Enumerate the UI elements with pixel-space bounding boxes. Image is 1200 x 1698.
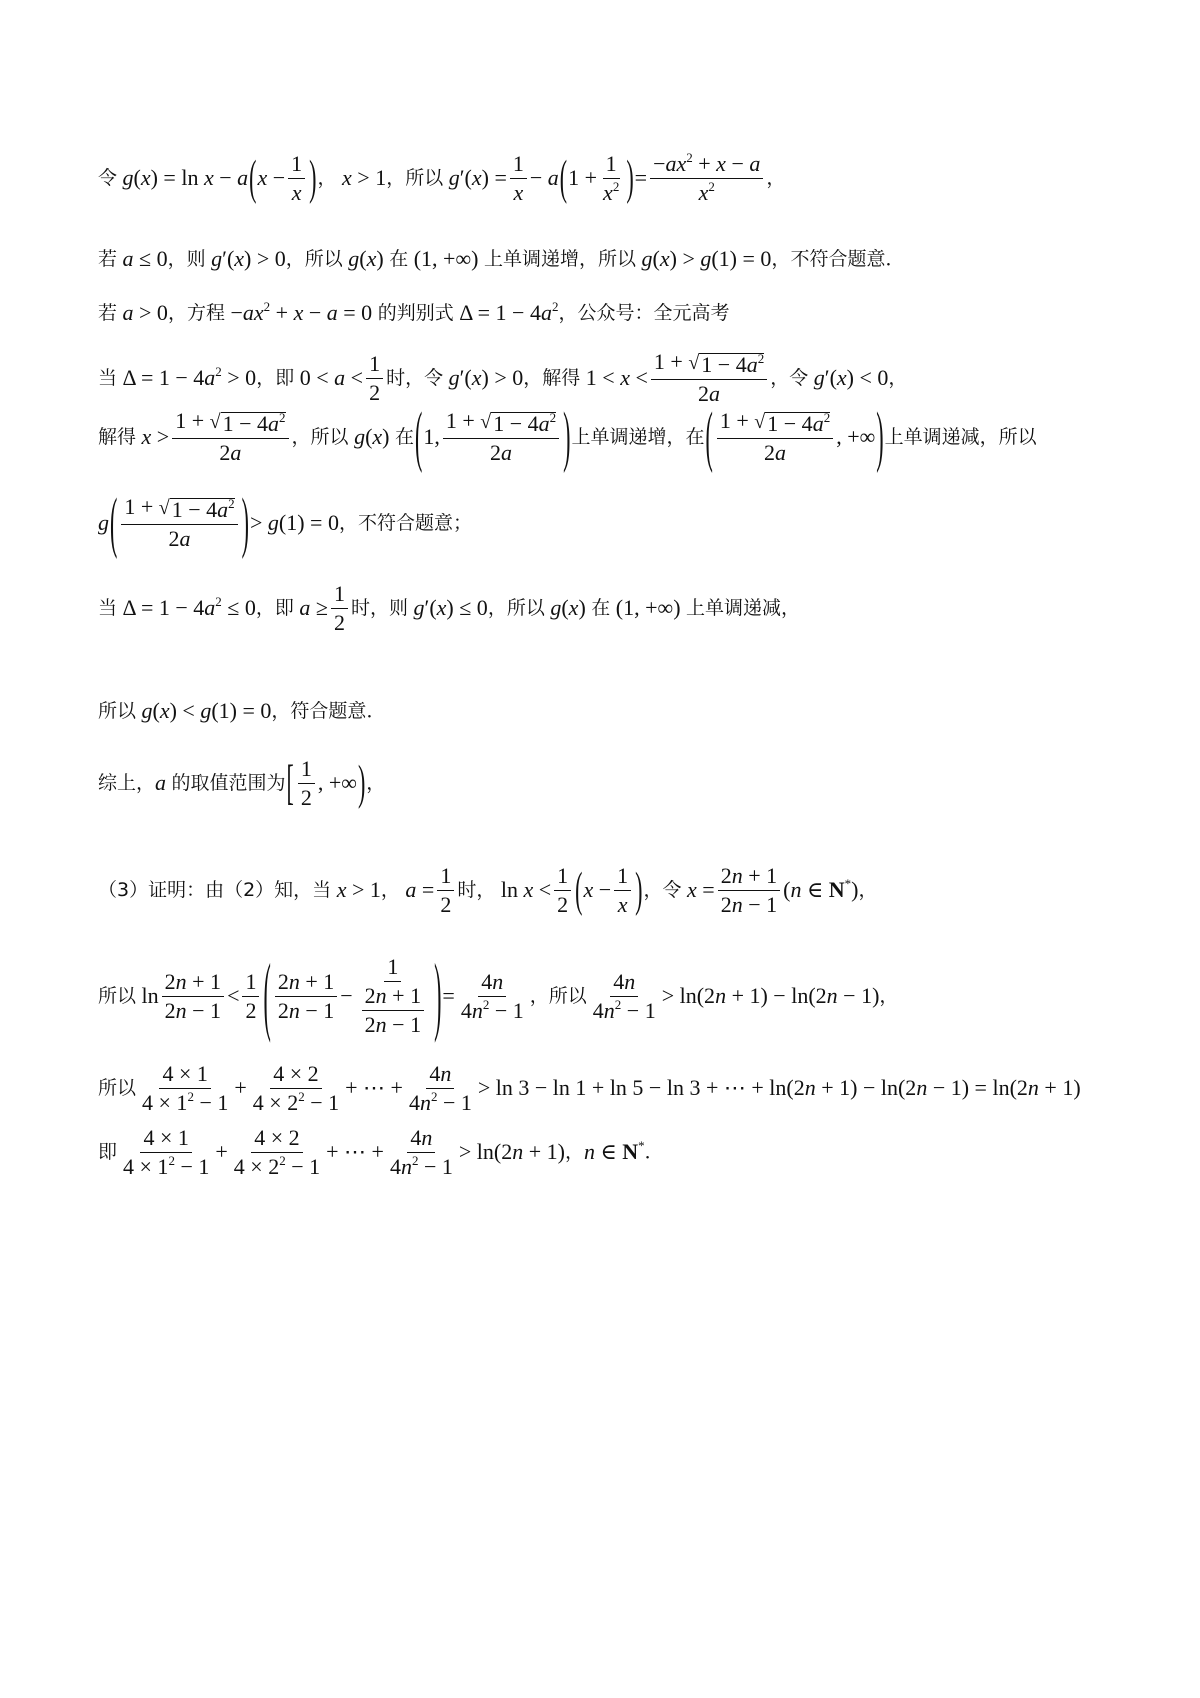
line-solve-intervals: 解得 x > 1 + √ $1 - 4a^2$ 2a ， 所以 g(x) 在 ( 1, 1 + √ $1 - 4a^2$ 2a ) 上单调递增 ， 在 ( 1 + √ $1 - 4a^2$ 2a , +∞ ) 上单调递减 ， 所以 [98, 396, 1037, 475]
line-part3-proof: （3）证明：由（2）知，当 x > 1 ， a = $\frac{1}{2}$ 时 ， ln x < $\frac{1}{2}$ ( x − $\frac{1}{x}$ ) ， 令 x = $\frac{2n + 1}{2n - 1}$ (n ∈ N*) ， [98, 861, 878, 917]
text-ling: 令 [98, 166, 118, 189]
line-case-a-gt-0: 若 a > 0 ， 方程 $-ax^2 + x - a = 0$ 的判别式 $\Delta = 1 - 4a^2$ ， 公众号：全元高考 [98, 299, 730, 325]
line-conclusion-ok: 所以 g(x) < g(1) = 0 ， 符合题意 ． [98, 698, 386, 723]
line-delta-nonpositive: 当 $\Delta = 1 - 4a^2 \le 0$ ， 即 a ≥ $\frac{1}{2}$ 时 ， 则 g′(x) ≤ 0 ， 所以 g(x) 在 (1, +∞) 上单调递减 ， [98, 580, 801, 635]
line-case-a-le-0: 若 a ≤ 0 ， 则 g′(x) > 0 ， 所以 g(x) 在 (1, +∞) 上单调递增 ， 所以 g(x) > g(1) = 0 ， 不符合题意 ． [98, 246, 905, 271]
line-sum-telescoping: 所以 $\frac{4 \times 1}{4 \times 1^2 - 1}$ + $\frac{4 \times 2}{4 \times 2^2 - 1}$ + ⋯ + $\frac{4n}{4n^2 - 1}$ > ln 3 − ln 1 + ln 5 − ln 3 + ⋯ + ln(2n + 1) − ln(2n − 1) = ln(2n + 1) [98, 1060, 1081, 1115]
line-delta-positive: 当 $\Delta = 1 - 4a^2 > 0$ ， 即 0 < a < $\frac{1}{2}$ 时 ， 令 g′(x) > 0 ， 解得 1 < x < 1 + √ $1 - 4a^2$ 2a ， 令 g′(x) < 0 ， [98, 349, 908, 406]
line-define-g: 令 g(x) = ln x − a ( x − $\frac{1}{x}$ ) ， x > 1 ， 所以 g′(x) = $\frac{1}{x}$ − a ( 1 + $\frac{1}{x^2}$ ) = $\frac{-ax^2 + x - a}{x^2}$ ， [98, 149, 786, 205]
line-range-of-a: 综上 ， a 的取值范围为 [ $\frac{1}{2}$ , +∞ ) ， [98, 754, 386, 810]
line-ln-inequality: 所以 ln $\frac{2n + 1}{2n - 1}$ < $\frac{1}{2}$ ( $\frac{2n + 1}{2n - 1}$ − $\frac{1}{\frac{2n + 1}{2n - 1}}$ ) = $\frac{4n}{4n^2 - 1}$ ， 所以 $\frac{4n}{4n^2 - 1}$ > ln(2n + 1) − ln(2n − 1) ， [98, 944, 899, 1044]
line-g-value-compare: g ( 1 + √ $1 - 4a^2$ 2a ) > g(1) = 0 ， 不符合题意 ； [98, 482, 473, 561]
watermark-text: 公众号：全元高考 [577, 301, 730, 324]
line-final-result: 即 $\frac{4 \times 1}{4 \times 1^2 - 1}$ + $\frac{4 \times 2}{4 \times 2^2 - 1}$ + ⋯ + $\frac{4n}{4n^2 - 1}$ > ln(2n + 1) ， n ∈ N* ． [98, 1124, 664, 1179]
